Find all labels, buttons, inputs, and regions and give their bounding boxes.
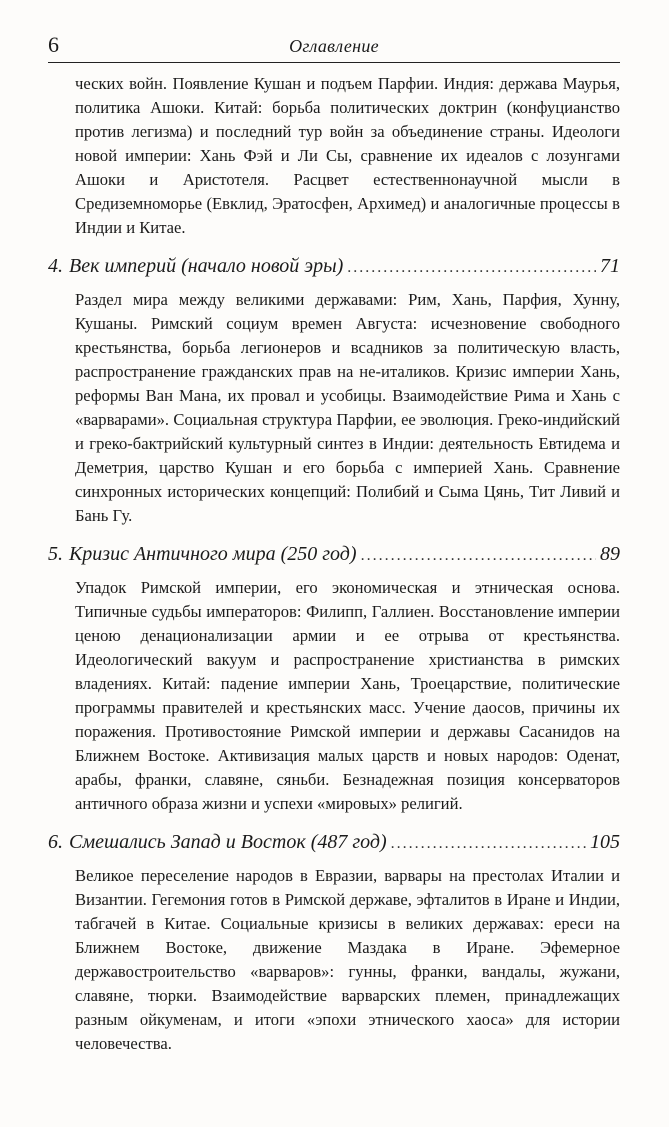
page-number: 6 [48, 32, 59, 57]
dot-leader [347, 254, 596, 282]
section-title: Век империй (начало новой эры) [69, 255, 344, 277]
section-title: Смешались Запад и Восток (487 год) [69, 831, 387, 853]
toc-section-4 [48, 252, 620, 528]
section-number: 6. [48, 831, 63, 853]
section-number: 4. [48, 255, 63, 277]
section-page-number: 89 [600, 543, 620, 565]
toc-entry-heading[interactable] [48, 828, 620, 858]
dot-leader [361, 542, 596, 570]
toc-entry-heading[interactable] [48, 252, 620, 282]
dot-leader [391, 830, 586, 858]
continuation-paragraph: ческих войн. Появление Кушан и подъем Парфии. Индия: держава Маурья, политика Ашоки. Китай: борьба политических доктрин (конфуцианство против легизма) и последний тур войн за объединение страны. Идеологи новой империи: Хань Фэй и Ли Сы, сравнение их идеалов с лозунгами Ашоки и Аристотеля. Расцвет естественнонаучной мысли в Средиземноморье (Евклид, Эратосфен, Архимед) и аналогичные процессы в Индии и Китае. [75, 74, 620, 237]
section-title: Кризис Античного мира (250 год) [69, 543, 357, 565]
running-title: Оглавление [289, 36, 379, 56]
section-number: 5. [48, 543, 63, 565]
section-page-number: 105 [590, 831, 620, 853]
toc-entry-heading[interactable] [48, 540, 620, 570]
page-header [48, 30, 620, 63]
section-page-number: 71 [600, 255, 620, 277]
section-summary: Раздел мира между великими державами: Рим, Хань, Парфия, Хунну, Кушаны. Римский социум времен Августа: исчезновение свободного крестьянства, борьба легионеров и всадников за политическую власть, распространение гражданских прав на не-италиков. Кризис империи Хань, реформы Ван Мана, их провал и усобицы. Взаимодействие Рима и Хань с «варварами». Социальная структура Парфии, ее эволюция. Греко-индийский и греко-бактрийский культурный синтез в Индии: деятельность Евтидема и Деметрия, царство Кушан и его борьба с империей Хань. Сравнение синхронных исторических концепций: Полибий и Сыма Цянь, Тит Ливий и Бань Гу. [75, 290, 620, 525]
toc-content [48, 72, 620, 1056]
toc-section-5 [48, 540, 620, 816]
section-summary: Упадок Римской империи, его экономическая и этническая основа. Типичные судьбы императоров: Филипп, Галлиен. Восстановление империи ценою денационализации армии и ее отрыва от крестьянства. Идеологический вакуум и распространение христианства в римских владениях. Китай: падение империи Хань, Троецарствие, политические программы правителей и крестьянских масс. Учение даосов, причины их поражения. Противостояние Римской империи и державы Сасанидов на Ближнем Востоке. Активизация малых царств и новых народов: Оденат, арабы, франки, славяне, сяньби. Безнадежная позиция консерваторов античного образа жизни и успехи «мировых» религий. [75, 578, 620, 813]
toc-section-6 [48, 828, 620, 1056]
section-summary: Великое переселение народов в Евразии, варвары на престолах Италии и Византии. Гегемония готов в Римской державе, эфталитов в Иране и Индии, табгачей в Китае. Социальные кризисы в великих державах: ереси на Ближнем Востоке, движение Маздака в Иране. Эфемерное державостроительство «варваров»: гунны, франки, вандалы, жужани, славяне, тюрки. Взаимодействие варварских племен, принадлежащих разным ойкуменам, и итоги «эпохи этнического хаоса» для истории человечества. [75, 866, 620, 1053]
